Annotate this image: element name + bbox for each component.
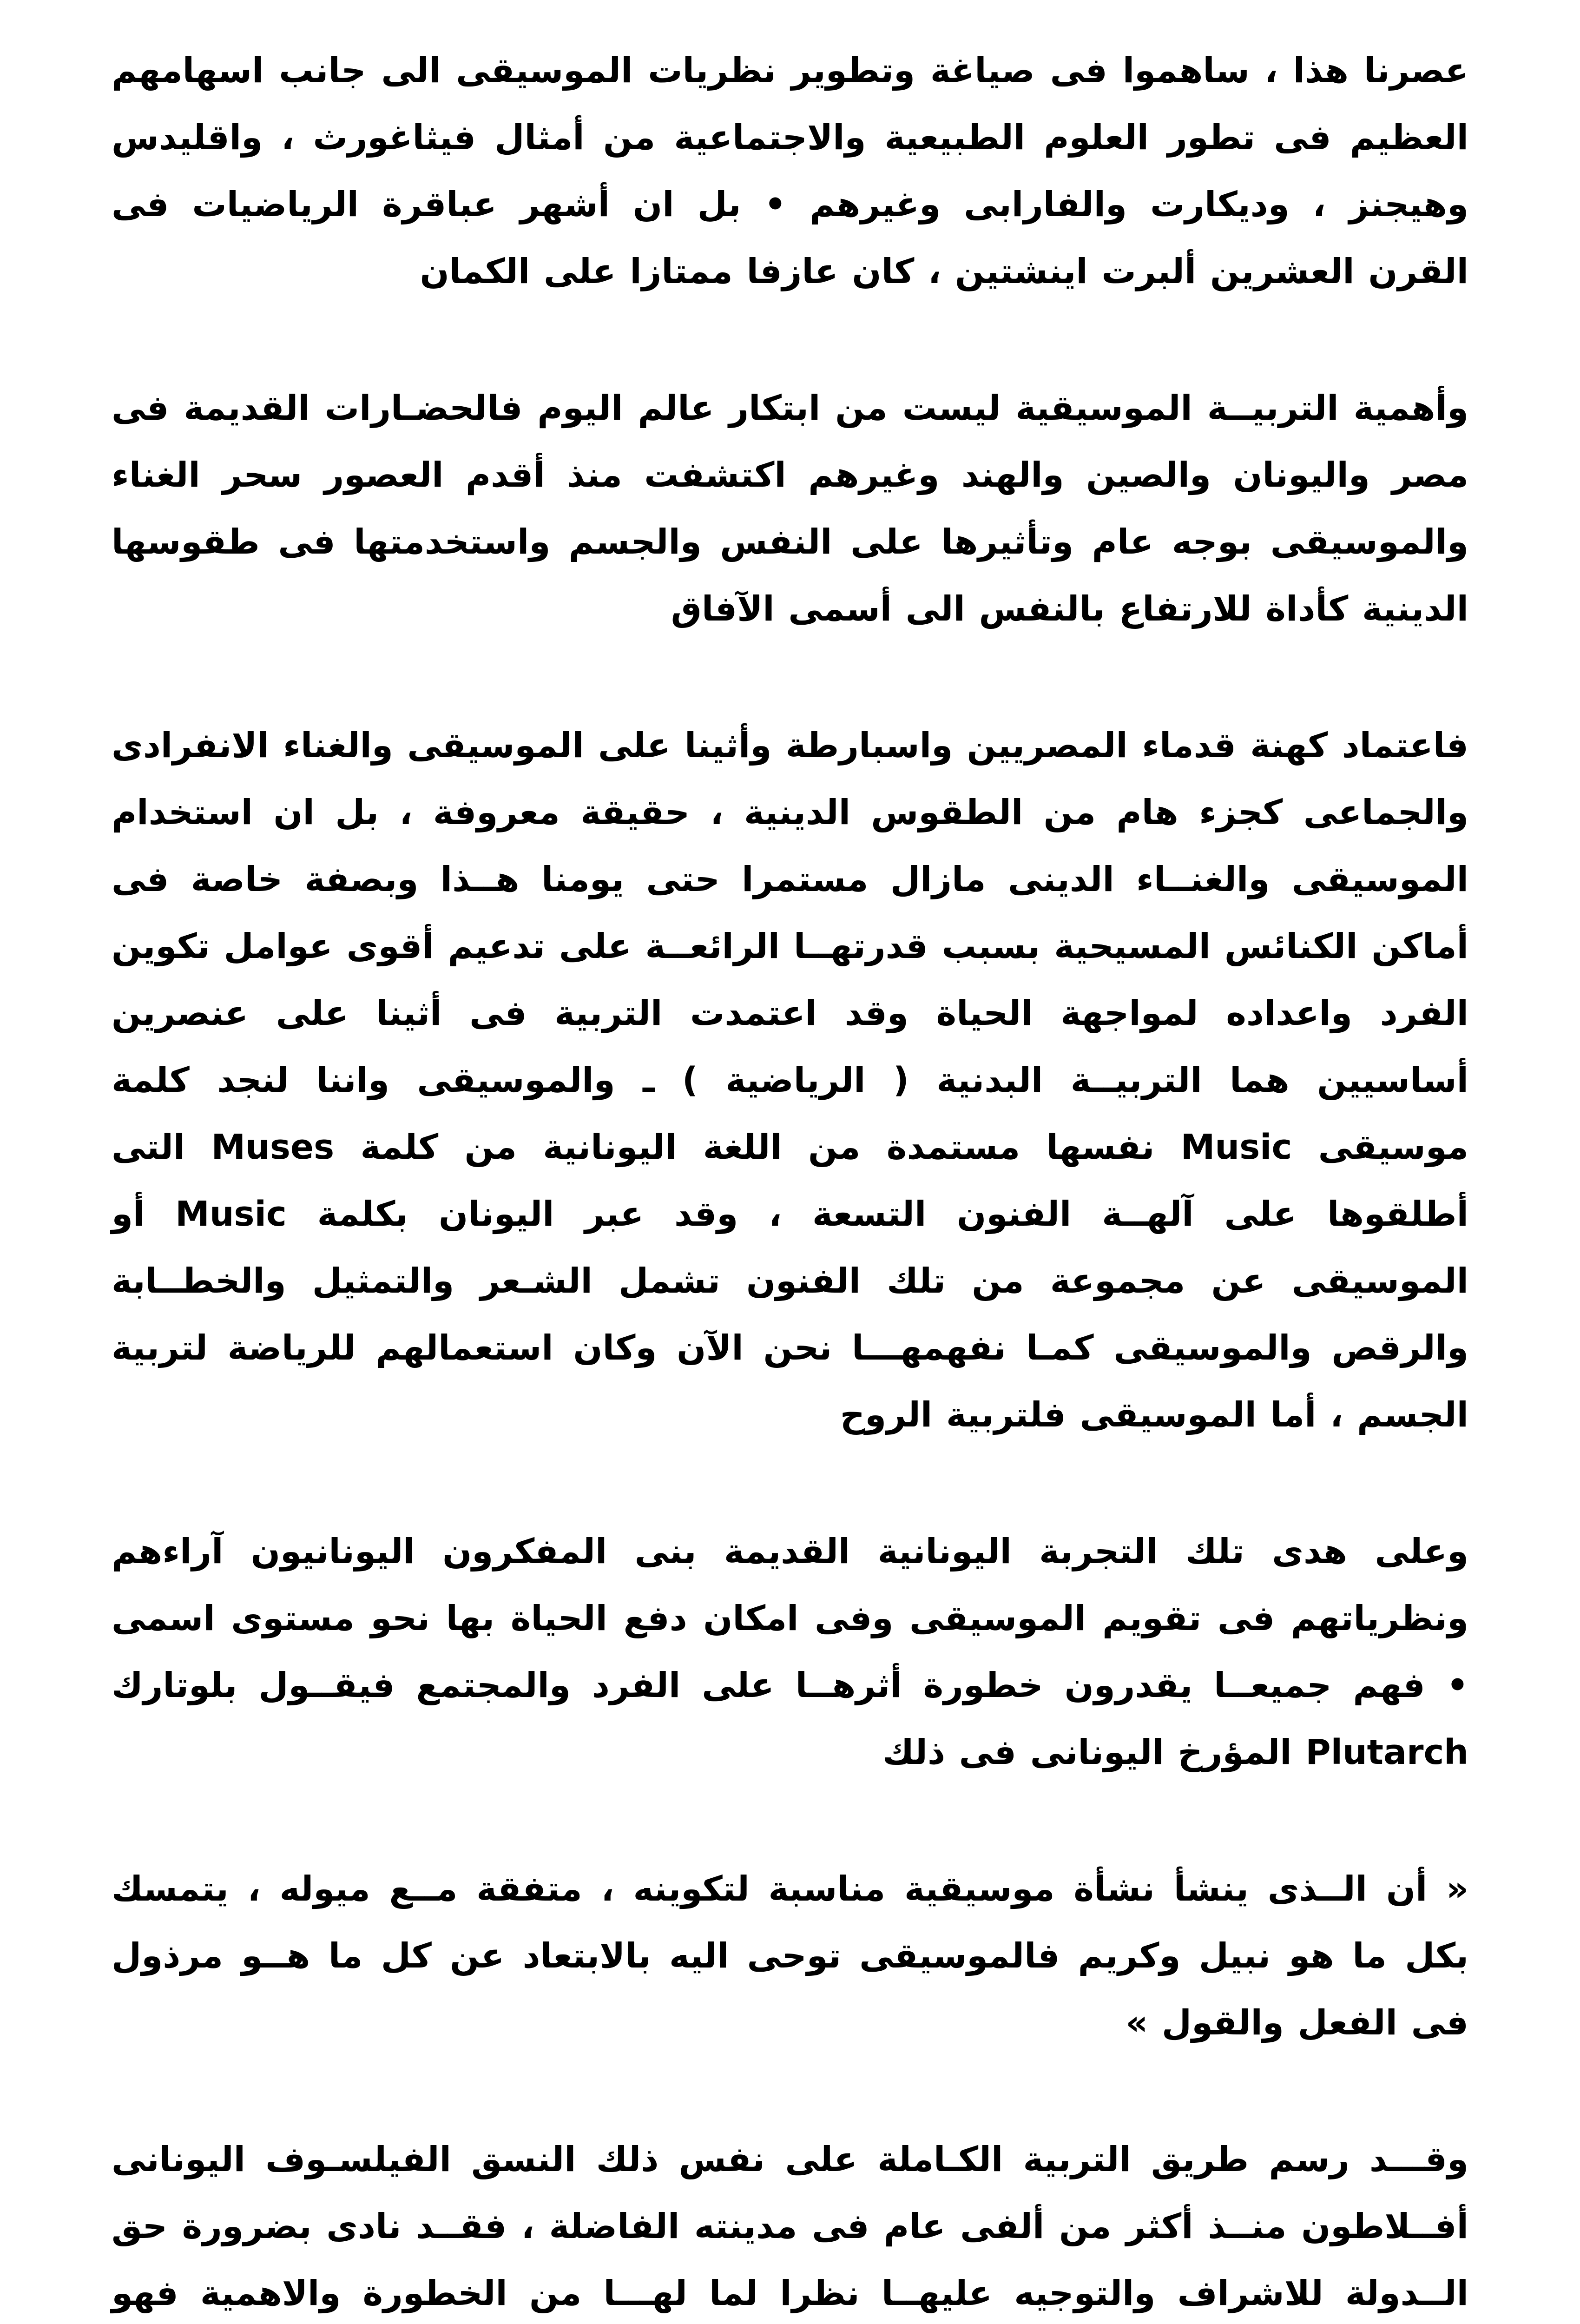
paragraph-5-quote: « أن الــذى ينشأ نشأة موسيقية مناسبة لتكوينه ، متفقة مــع ميوله ، يتمسك بكل ما هو نبيل وكريم فالموسيقى توحى اليه بالابتعاد عن كل ما هــو مرذول فى الفعل والقول »: [112, 1869, 1468, 2043]
paragraph-gap: [112, 642, 1468, 712]
paragraph-gap: [112, 2056, 1468, 2126]
paragraph-3: فاعتماد كهنة قدماء المصريين واسبارطة وأثينا على الموسيقى والغناء الانفرادى والجماعى كجزء هام من الطقوس الدينية ، حقيقة معروفة ، بل ان استخدام الموسيقى والغنــاء الدينى مازال مستمرا حتى يومنا هــذا وبصفة خاصة فى أماكن الكنائس المسيحية بسبب قدرتهــا الرائعــة على تدعيم أقوى عوامل تكوين الفرد واعداده لمواجهة الحياة وقد اعتمدت التربية فى أثينا على عنصرين أساسيين هما التربيــة البدنية ( الرياضية ) ـ والموسيقى واننا لنجد كلمة موسيقى Music نفسها مستمدة من اللغة اليونانية من كلمة Muses التى أطلقوها على آلهــة الفنون التسعة ، وقد عبر اليونان بكلمة Music أو الموسيقى عن مجموعة من تلك الفنون تشمل الشـعر والتمثيل والخطــابة والرقص والموسيقى كمـا نفهمهـــا نحن الآن وكان استعمالهم للرياضة لتربية الجسم ، أما الموسيقى فلتربية الروح: [112, 726, 1468, 1435]
paragraph-gap: [112, 1448, 1468, 1518]
paragraph-4: وعلى هدى تلك التجربة اليونانية القديمة بنى المفكرون اليونانيون آراءهم ونظرياتهم فى تقويم الموسيقى وفى امكان دفع الحياة بها نحو مستوى اسمى • فهم جميعــا يقدرون خطورة أثرهــا على الفرد والمجتمع فيقــول بلوتارك Plutarch المؤرخ اليونانى فى ذلك: [112, 1532, 1468, 1772]
paragraph-1: عصرنا هذا ، ساهموا فى صياغة وتطوير نظريات الموسيقى الى جانب اسهامهم العظيم فى تطور العلوم الطبيعية والاجتماعية من أمثال فيثاغورث ، واقليدس وهيجنز ، وديكارت والفارابى وغيرهم • بل ان أشهر عباقرة الرياضيات فى القرن العشرين ألبرت اينشتين ، كان عازفا ممتازا على الكمان: [112, 51, 1468, 291]
paragraph-gap: [112, 305, 1468, 375]
paragraph-2: وأهمية التربيــة الموسيقية ليست من ابتكار عالم اليوم فالحضـارات القديمة فى مصر واليونان والصين والهند وغيرهم اكتشفت منذ أقدم العصور سحر الغناء والموسيقى بوجه عام وتأثيرها على النفس والجسم واستخدمتها فى طقوسها الدينية كأداة للارتفاع بالنفس الى أسمى الآفاق: [112, 388, 1468, 629]
paragraph-gap: [112, 1786, 1468, 1855]
text-body: [112, 37, 1468, 2324]
paragraph-6: وقـــد رسم طريق التربية الكـاملة على نفس ذلك النسق الفيلسـوف اليونانى أفــلاطون منــذ أكثر من ألفى عام فى مدينته الفاضلة ، فقــد نادى بضرورة حق الــدولة للاشراف والتوجيه عليهــا نظرا لما لهـــا من الخطورة والاهمية فهو: [112, 2139, 1468, 2313]
